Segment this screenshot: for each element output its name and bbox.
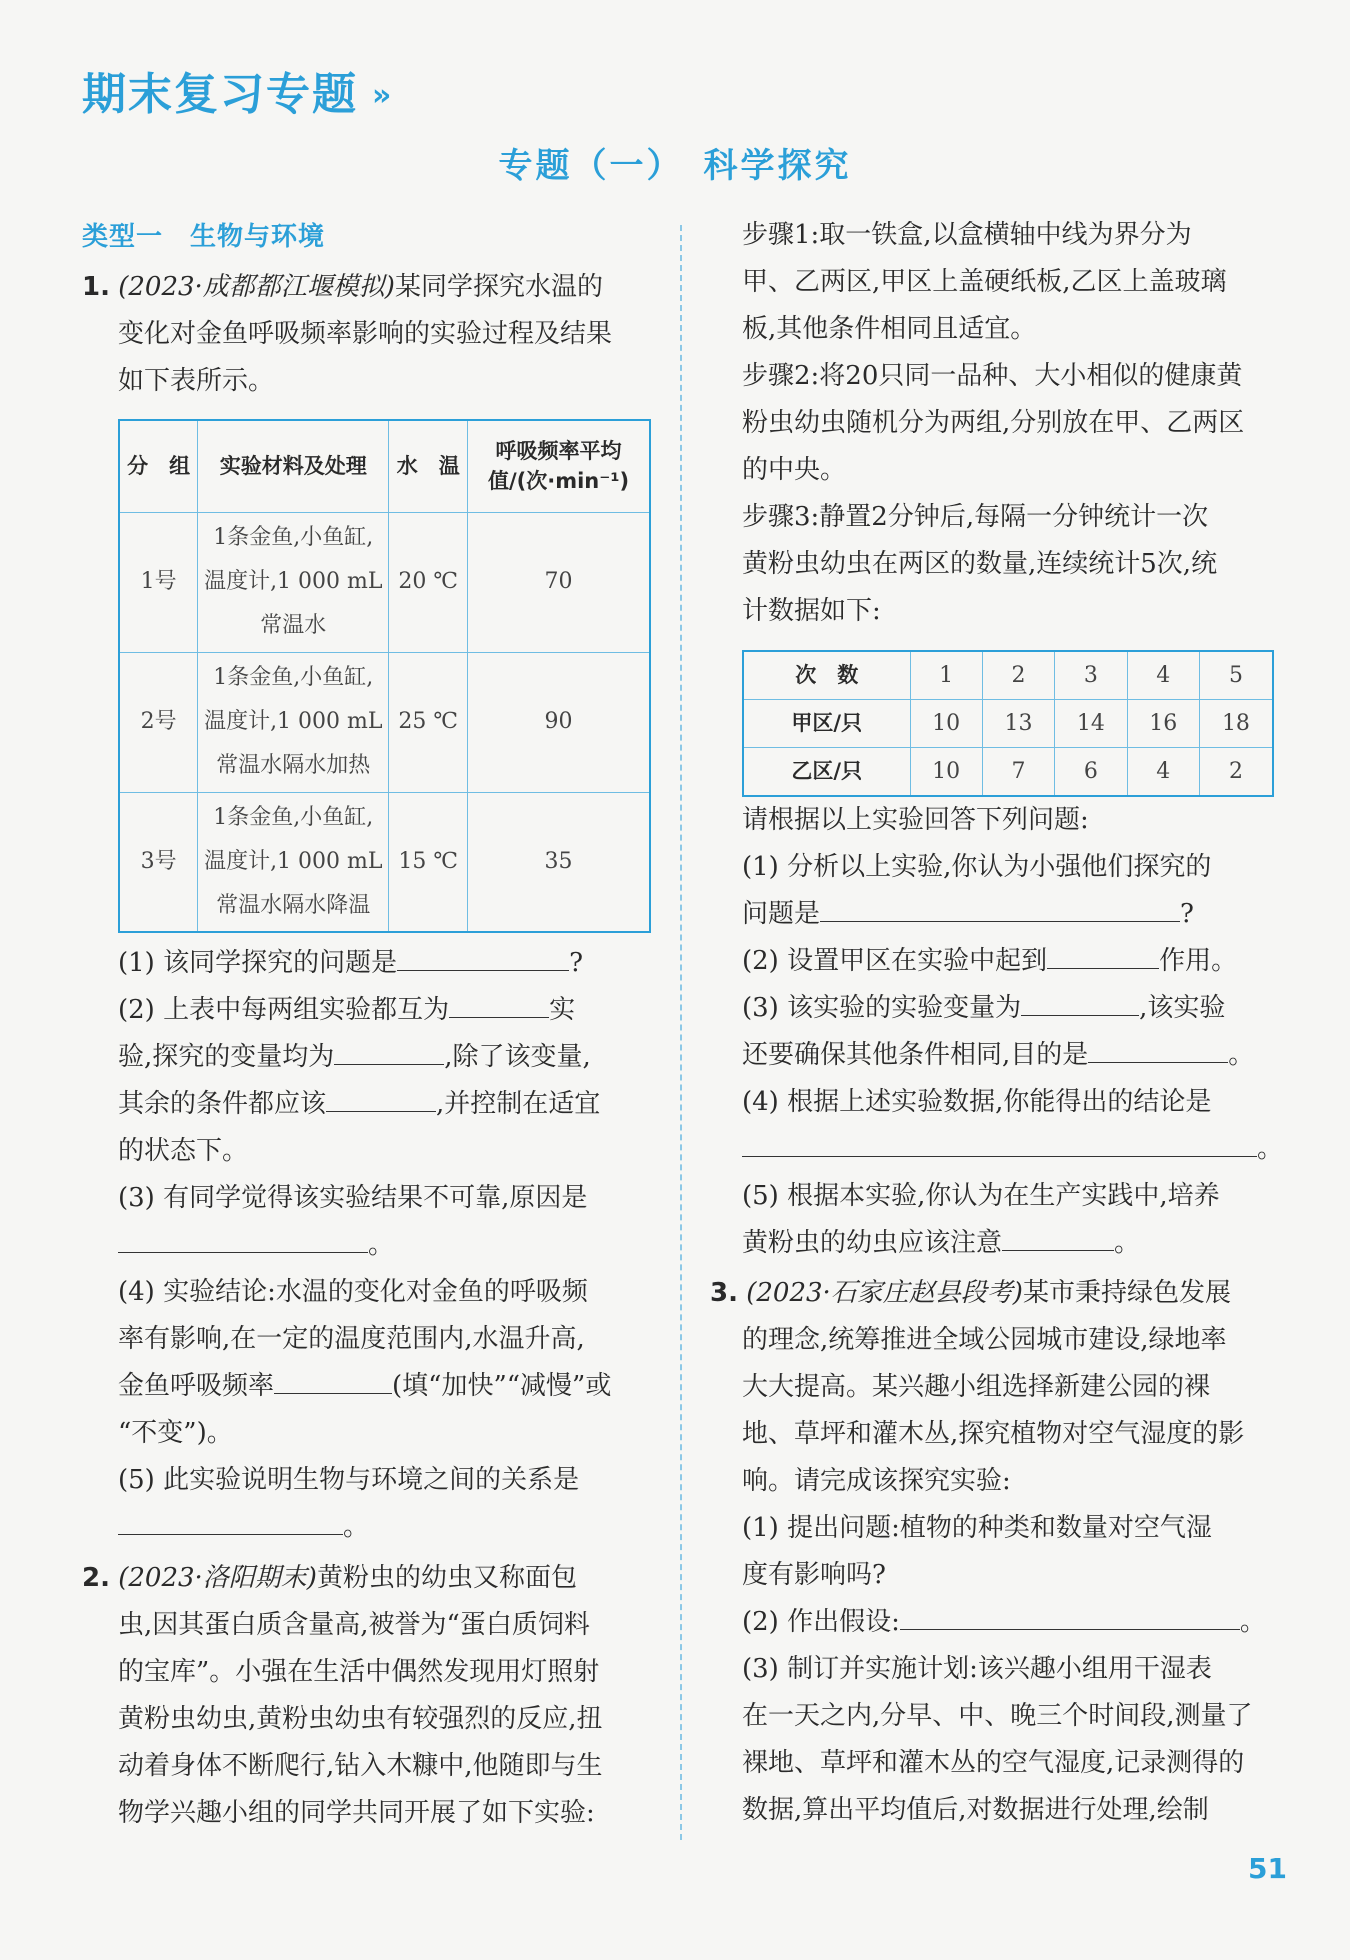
table-cell-rate: 35 bbox=[468, 792, 650, 932]
table-header: 水 温 bbox=[389, 420, 468, 512]
page-number: 51 bbox=[1248, 1852, 1287, 1885]
question-number: 2. bbox=[82, 1563, 110, 1593]
table-cell-material: 1条金鱼,小鱼缸, 温度计,1 000 mL 常温水 bbox=[198, 512, 389, 652]
table-cell-material: 1条金鱼,小鱼缸, 温度计,1 000 mL 常温水隔水加热 bbox=[198, 652, 389, 792]
table-row bbox=[119, 792, 650, 932]
question-text: 某同学探究水温的 bbox=[394, 272, 603, 302]
double-chevron-icon: » bbox=[372, 78, 392, 113]
question-1-parts: (1) 该同学探究的问题是 ? (2) 上表中每两组实验都互为 实 验,探究的变量均为 ,除了该变量, 其余的条件都应该 ,并控制在适宜 的状态下。 (3) 有同学觉得该实验结果不可靠,原因是 。 (4) 实验结论:水温的变化对金鱼的呼吸频 率有影响,在一定的温度范围内,水温升高, 金鱼呼吸频率 (填“加快”“减慢”或 “不变”)。 (5) 此实验说明生物与环境之间的关系是 。 bbox=[118, 940, 652, 1551]
table-row bbox=[119, 652, 650, 792]
sub-question-1: (1) 该同学探究的问题是 ? bbox=[118, 940, 652, 987]
sub-question-3: (3) 制订并实施计划:该兴趣小组用干湿表 bbox=[742, 1654, 1212, 1684]
table-header-row: 次 数 1 2 3 4 5 bbox=[743, 651, 1273, 700]
goldfish-table bbox=[118, 419, 651, 933]
sub-question-4: (4) 根据上述实验数据,你能得出的结论是 bbox=[742, 1087, 1212, 1117]
question-text: 如下表所示。 bbox=[118, 366, 275, 396]
table-cell-temp: 25 ℃ bbox=[389, 652, 468, 792]
table-cell-group: 1号 bbox=[119, 512, 198, 652]
sub-question-2: (2) 上表中每两组实验都互为 实 bbox=[118, 987, 652, 1034]
sub-question-2: (2) 作出假设: 。 bbox=[710, 1599, 1282, 1646]
question-text: 变化对金鱼呼吸频率影响的实验过程及结果 bbox=[118, 319, 613, 349]
table-cell-rate: 70 bbox=[468, 512, 650, 652]
table-cell-temp: 15 ℃ bbox=[389, 792, 468, 932]
sub-question-3: (3) 有同学觉得该实验结果不可靠,原因是 bbox=[118, 1183, 588, 1213]
question-number: 3. bbox=[710, 1278, 738, 1308]
section-heading: 类型一 生物与环境 bbox=[82, 222, 326, 252]
table-header: 分 组 bbox=[119, 420, 198, 512]
sub-question-5: (5) 根据本实验,你认为在生产实践中,培养 bbox=[742, 1181, 1220, 1211]
table-cell-material: 1条金鱼,小鱼缸, 温度计,1 000 mL 常温水隔水降温 bbox=[198, 792, 389, 932]
column-divider bbox=[680, 225, 682, 1840]
question-source: (2023·石家庄赵县段考) bbox=[746, 1278, 1023, 1308]
sub-question-4: (4) 实验结论:水温的变化对金鱼的呼吸频 bbox=[118, 1277, 588, 1307]
table-cell-temp: 20 ℃ bbox=[389, 512, 468, 652]
table-cell-group: 3号 bbox=[119, 792, 198, 932]
sub-question-2: (2) 设置甲区在实验中起到 作用。 bbox=[742, 938, 1282, 985]
sub-question-3: (3) 该实验的实验变量为 ,该实验 bbox=[742, 985, 1282, 1032]
table-header-row bbox=[119, 420, 650, 512]
table-cell-group: 2号 bbox=[119, 652, 198, 792]
sub-question-5: (5) 此实验说明生物与环境之间的关系是 bbox=[118, 1465, 580, 1495]
table-row bbox=[119, 512, 650, 652]
question-3: 3. (2023·石家庄赵县段考)某市秉持绿色发展 的理念,统筹推进全域公园城市建设,绿地率 大大提高。某兴趣小组选择新建公园的裸 地、草坪和灌木丛,探究植物对空气湿度的影 响。请完成该探究实验: (1) 提出问题:植物的种类和数量对空气湿 度有影响吗? (2) 作出假设: 。 (3) 制订并实施计划:该兴趣小组用干湿表 在一天之内,分早、中、晚三个时间段,测量了 裸地、草坪和灌木丛的空气湿度,记录测得的 数据,算出平均值后,对数据进行处理,绘制 bbox=[710, 1270, 1282, 1834]
table-header: 呼吸频率平均 值/(次·min⁻¹) bbox=[468, 420, 650, 512]
table-header: 实验材料及处理 bbox=[198, 420, 389, 512]
question-source: (2023·洛阳期末) bbox=[118, 1563, 317, 1593]
question-number: 1. bbox=[82, 272, 110, 302]
question-2-steps: 步骤1:取一铁盒,以盒横轴中线为界分为 甲、乙两区,甲区上盖硬纸板,乙区上盖玻璃 板,其他条件相同且适宜。 步骤2:将20只同一品种、大小相似的健康黄 粉虫幼虫随机分为两组,分别放在甲、乙两区 的中央。 步骤3:静置2分钟后,每隔一分钟统计一次 黄粉虫幼虫在两区的数量,连续统计5次,统 计数据如下: bbox=[742, 220, 1245, 626]
sub-question-1: (1) 分析以上实验,你认为小强他们探究的 bbox=[742, 852, 1212, 882]
header-title: 期末复习专题 bbox=[82, 69, 358, 120]
question-2-parts: 请根据以上实验回答下列问题: (1) 分析以上实验,你认为小强他们探究的 问题是 ? (2) 设置甲区在实验中起到 作用。 (3) 该实验的实验变量为 ,该实验 还要确保其他条件相同,目的是 。 (4) 根据上述实验数据,你能得出的结论是 。 (5) 根据本实验,你认为在生产实践中,培养 黄粉虫的幼虫应该注意 。 bbox=[742, 805, 1284, 1258]
sub-question-1: (1) 提出问题:植物的种类和数量对空气湿 bbox=[742, 1513, 1212, 1543]
topic-title: 专题（一） 科学探究 bbox=[498, 146, 852, 186]
larva-count-table bbox=[742, 650, 1274, 797]
question-1-intro bbox=[82, 264, 652, 405]
question-2-intro: 2. (2023·洛阳期末)黄粉虫的幼虫又称面包 虫,因其蛋白质含量高,被誉为“蛋白质饲料 的宝库”。小强在生活中偶然发现用灯照射 黄粉虫幼虫,黄粉虫幼虫有较强烈的反应,扭 动着身体不断爬行,钻入木糠中,他随即与生 物学兴趣小组的同学共同开展了如下实验: bbox=[82, 1563, 603, 1828]
table-row: 乙区/只 10 7 6 4 2 bbox=[743, 748, 1273, 797]
table-cell-rate: 90 bbox=[468, 652, 650, 792]
question-source: (2023·成都都江堰模拟) bbox=[118, 272, 395, 302]
table-row: 甲区/只 10 13 14 16 18 bbox=[743, 700, 1273, 748]
